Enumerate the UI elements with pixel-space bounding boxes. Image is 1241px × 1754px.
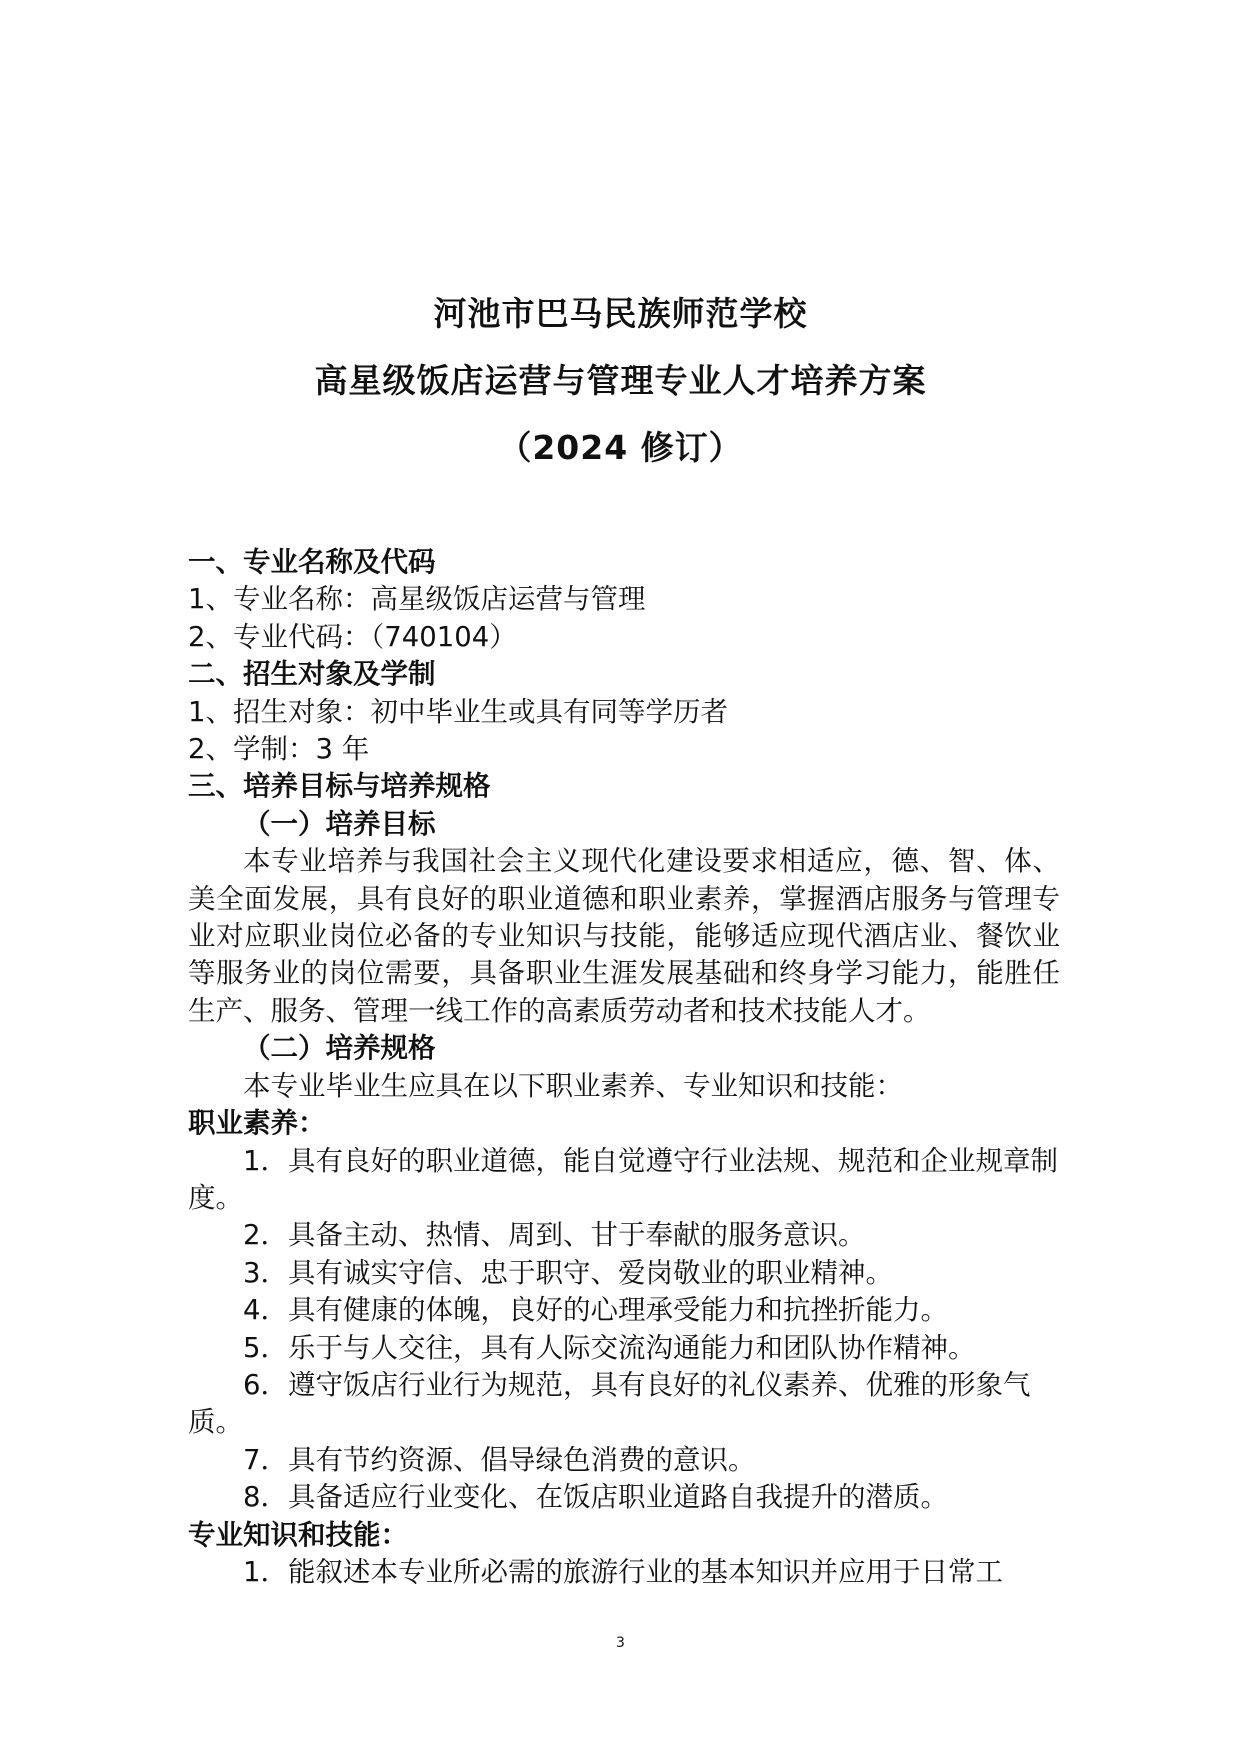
study-duration: 2、学制：3 年 <box>188 733 370 766</box>
training-goal-heading: （一）培养目标 <box>243 807 436 840</box>
literacy-item: 1．具有良好的职业道德，能自觉遵守行业法规、规范和企业规章制度。 <box>188 1144 1058 1214</box>
literacy-item: 3．具有诚实守信、忠于职守、爱岗敬业的职业精神。 <box>243 1256 893 1289</box>
school-name: 河池市巴马民族师范学校 <box>433 294 808 333</box>
literacy-item: 2．具备主动、热情、周到、甘于奉献的服务意识。 <box>243 1219 866 1252</box>
literacy-item: 4．具有健康的体魄，良好的心理承受能力和抗挫折能力。 <box>243 1294 948 1327</box>
literacy-heading: 职业素养： <box>188 1107 326 1140</box>
literacy-item: 6．遵守饭店行业行为规范，具有良好的礼仪素养、优雅的形象气质。 <box>188 1368 1031 1439</box>
literacy-item: 8．具备适应行业变化、在饭店职业道路自我提升的潜质。 <box>243 1481 948 1514</box>
major-code: 2、专业代码：（740104） <box>188 620 517 653</box>
training-goal-paragraph: 本专业培养与我国社会主义现代化建设要求相适应，德、智、体、美全面发展，具有良好的职业道德和职业素养，掌握酒店服务与管理专业对应职业岗位必备的专业知识与技能，能够适应现代酒店业、餐饮业等服务业的岗位需要，具备职业生涯发展基础和终身学习能力，能胜任生产、服务、管理一线工作的高素质劳动者和技术技能人才。 <box>188 845 1060 1027</box>
skills-heading: 专业知识和技能： <box>188 1518 408 1551</box>
edition-label: （2024 修订） <box>498 428 743 467</box>
section-1-heading: 一、专业名称及代码 <box>188 546 436 578</box>
page-number: 3 <box>616 1635 625 1651</box>
section-3-heading: 三、培养目标与培养规格 <box>188 770 491 803</box>
major-name: 1、专业名称：高星级饭店运营与管理 <box>188 583 646 616</box>
document-title: 高星级饭店运营与管理专业人才培养方案 <box>314 361 927 400</box>
literacy-item: 7．具有节约资源、倡导绿色消费的意识。 <box>243 1443 756 1476</box>
section-2-heading: 二、招生对象及学制 <box>188 658 436 691</box>
skills-item: 1．能叙述本专业所必需的旅游行业的基本知识并应用于日常工 <box>243 1555 1003 1588</box>
literacy-item: 5．乐于与人交往，具有人际交流沟通能力和团队协作精神。 <box>243 1331 976 1364</box>
training-spec-heading: （二）培养规格 <box>243 1032 436 1065</box>
training-spec-intro: 本专业毕业生应具在以下职业素养、专业知识和技能： <box>243 1069 903 1102</box>
enrollment-target: 1、招生对象：初中毕业生或具有同等学历者 <box>188 695 728 728</box>
document-body <box>188 544 1060 1591</box>
